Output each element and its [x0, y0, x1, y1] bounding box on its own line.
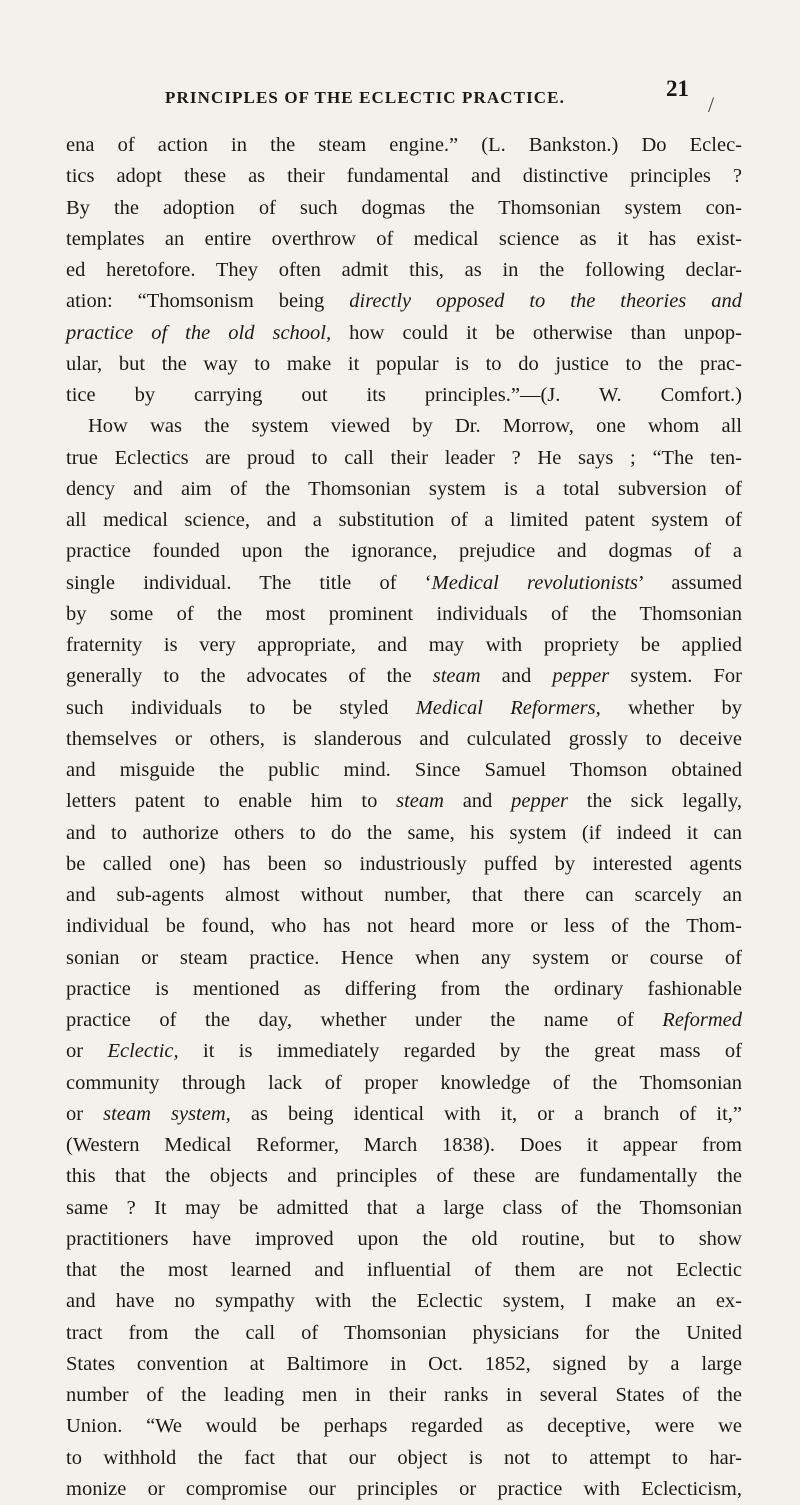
text-line [66, 630, 742, 661]
italic-phrase: directly opposed to the theories and [349, 290, 742, 313]
text-run: sonian or steam practice. Hence when any system or course of [66, 946, 742, 969]
text-run: dency and aim of the Thomsonian system is a total subversion of [66, 477, 742, 500]
italic-phrase: Eclectic, [107, 1040, 179, 1063]
text-run: ’ assumed [637, 571, 743, 594]
italic-phrase: steam [432, 665, 481, 688]
text-run: or [66, 1040, 108, 1063]
text-run: same ? It may be admitted that a large class of the Thomsonian [66, 1196, 742, 1219]
italic-phrase: Reformed [662, 1009, 742, 1031]
text-run: practice founded upon the ignorance, prejudice and dogmas of a [66, 540, 742, 563]
text-line [66, 1318, 742, 1349]
text-line [66, 974, 742, 1005]
text-line [66, 505, 742, 536]
text-run: system. For [609, 665, 742, 688]
text-line [66, 724, 742, 755]
italic-phrase: Medical Reformers, [415, 696, 601, 719]
text-run: such individuals to be styled [66, 696, 416, 719]
text-line [66, 161, 742, 192]
text-line [66, 349, 742, 380]
text-run: how could it be otherwise than unpop- [331, 321, 742, 344]
text-line [66, 568, 742, 599]
text-run: ular, but the way to make it popular is to do justice to the prac- [66, 352, 742, 375]
text-run: all medical science, and a substitution of a limited patent system of [66, 509, 742, 531]
text-line [66, 786, 742, 817]
text-line [66, 1380, 742, 1411]
text-run: letters patent to enable him to [66, 790, 397, 813]
text-run: individual be found, who has not heard more or less of the Thom- [66, 915, 742, 938]
text-line [66, 380, 742, 411]
text-line [66, 474, 742, 505]
text-run: as being identical with it, or a branch of it,” [230, 1102, 743, 1125]
text-run: tice by carrying out its principles.”—(J. W. Comfort.) [66, 384, 742, 406]
text-run: whether by [600, 696, 742, 719]
italic-phrase: steam system, [103, 1102, 231, 1125]
text-line [66, 1036, 742, 1067]
text-line [66, 536, 742, 567]
text-line [66, 943, 742, 974]
text-line [66, 255, 742, 286]
text-run: practice of the day, whether under the name of [66, 1009, 663, 1031]
text-run: by some of the most prominent individuals of the Thomsonian [66, 602, 742, 625]
text-line [66, 661, 742, 692]
text-run: and [480, 665, 553, 688]
text-run: tract from the call of Thomsonian physicians for the United [66, 1321, 742, 1344]
page-header [0, 76, 800, 117]
text-run: this that the objects and principles of these are fundamentally the [66, 1165, 742, 1188]
text-line [66, 1349, 742, 1380]
running-head: PRINCIPLES OF THE ECLECTIC PRACTICE. [165, 88, 565, 107]
text-line [66, 193, 742, 224]
text-line [66, 1255, 742, 1286]
body-text [66, 130, 742, 1505]
text-run: generally to the advocates of the [66, 665, 433, 688]
text-line [66, 1224, 742, 1255]
italic-phrase: pepper [511, 790, 569, 813]
text-line [66, 818, 742, 849]
text-run: or [66, 1102, 104, 1125]
text-line [66, 1161, 742, 1192]
text-line [66, 1193, 742, 1224]
text-run: and [443, 790, 512, 813]
text-line [66, 318, 742, 349]
text-line [66, 693, 742, 724]
text-run: tics adopt these as their fundamental and distinctive principles ? [66, 165, 742, 188]
text-run: be called one) has been so industriously puffed by interested agents [66, 852, 742, 875]
text-run: themselves or others, is slanderous and culculated grossly to deceive [66, 727, 742, 750]
text-line [66, 1099, 742, 1130]
text-run: By the adoption of such dogmas the Thomsonian system con- [66, 196, 742, 219]
text-line [66, 1443, 742, 1474]
text-line [66, 1068, 742, 1099]
text-run: ation: “Thomsonism being [66, 290, 350, 313]
corner-pencil-mark: / [708, 92, 715, 117]
text-run: fraternity is very appropriate, and may with propriety be applied [66, 634, 742, 656]
text-run: templates an entire overthrow of medical science as it has exist- [66, 227, 742, 250]
text-run: the sick legally, [568, 790, 742, 813]
text-line [66, 849, 742, 880]
italic-phrase: practice of the old school, [66, 321, 332, 344]
text-run: number of the leading men in their ranks in several States of the [66, 1384, 742, 1406]
text-line [66, 443, 742, 474]
text-line [66, 130, 742, 161]
text-run: community through lack of proper knowledge of the Thomsonian [66, 1071, 742, 1094]
text-line [66, 880, 742, 911]
text-run: practitioners have improved upon the old routine, but to show [66, 1227, 742, 1250]
text-run: and misguide the public mind. Since Samuel Thomson obtained [66, 759, 742, 781]
italic-phrase: steam [396, 790, 444, 813]
text-run: Union. “We would be perhaps regarded as deceptive, were we [66, 1415, 742, 1438]
text-run: practice is mentioned as differing from the ordinary fashionable [66, 977, 742, 1000]
text-line [66, 1005, 742, 1036]
italic-phrase: pepper [552, 665, 610, 688]
italic-phrase: Medical revolutionists [431, 571, 638, 594]
text-line [66, 224, 742, 255]
text-run: it is immediately regarded by the great mass of [178, 1040, 743, 1063]
text-run: States convention at Baltimore in Oct. 1852, signed by a large [66, 1352, 742, 1375]
text-line [66, 1286, 742, 1317]
text-line [66, 411, 742, 442]
text-run: (Western Medical Reformer, March 1838). Does it appear from [66, 1134, 742, 1156]
text-line [66, 911, 742, 942]
text-run: How was the system viewed by Dr. Morrow, one whom all [88, 415, 742, 438]
text-line [66, 1474, 742, 1505]
text-run: ed heretofore. They often admit this, as in the following declar- [66, 259, 742, 281]
text-run: ena of action in the steam engine.” (L. Bankston.) Do Eclec- [66, 134, 742, 156]
text-run: and sub-agents almost without number, that there can scarcely an [66, 884, 742, 906]
text-line [66, 1411, 742, 1442]
text-line [66, 755, 742, 786]
text-run: and have no sympathy with the Eclectic system, I make an ex- [66, 1290, 742, 1313]
text-run: to withhold the fact that our object is not to attempt to har- [66, 1446, 742, 1469]
text-run: true Eclectics are proud to call their leader ? He says ; “The ten- [66, 446, 742, 469]
text-run: that the most learned and influential of them are not Eclectic [66, 1259, 742, 1281]
text-line [66, 1130, 742, 1161]
text-run: single individual. The title of ‘ [66, 571, 432, 594]
text-run: and to authorize others to do the same, his system (if indeed it can [66, 821, 742, 844]
page-number: 21 [666, 76, 689, 101]
text-line [66, 286, 742, 317]
text-line [66, 599, 742, 630]
text-run: monize or compromise our principles or practice with Eclecticism, [66, 1477, 742, 1500]
